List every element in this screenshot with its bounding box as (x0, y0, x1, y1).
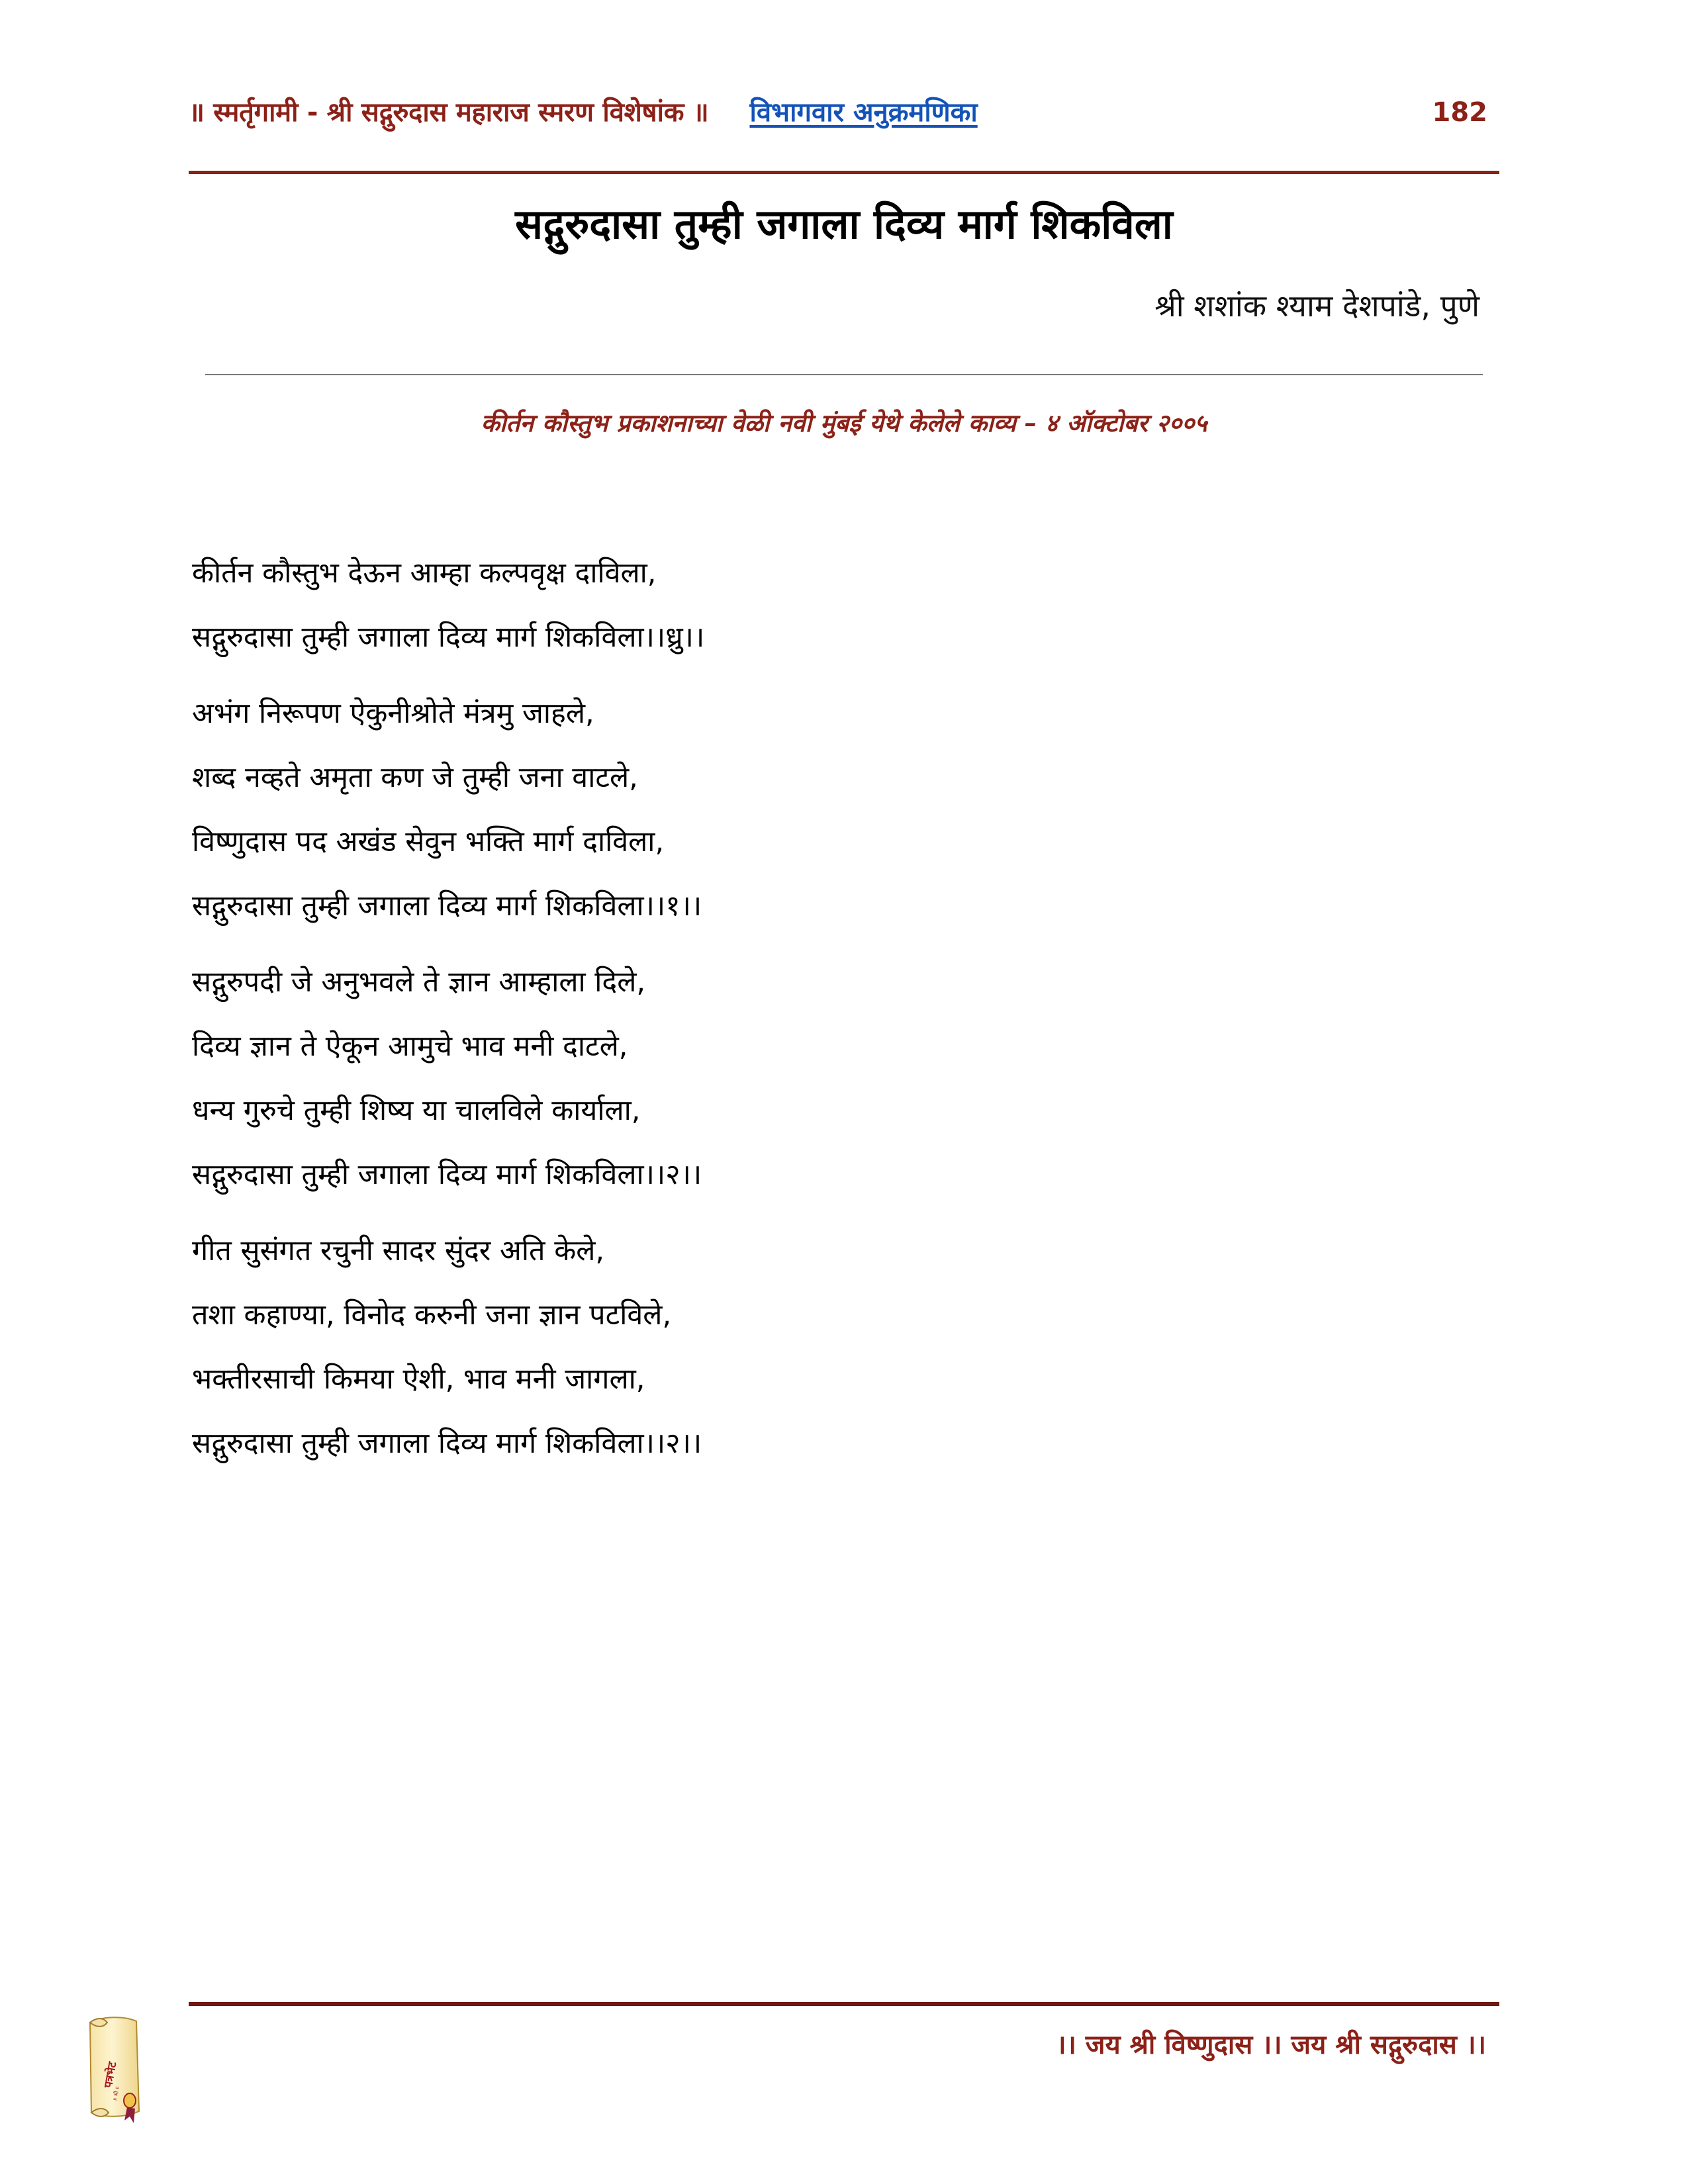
poem-line: धन्य गुरुचे तुम्ही शिष्य या चालविले कार्याला, (192, 1094, 641, 1127)
title-divider (205, 374, 1483, 375)
svg-text:॥ श्री ॥: ॥ श्री ॥ (112, 2085, 120, 2102)
poem-line-refrain: सद्गुरुदासा तुम्ही जगाला दिव्य मार्ग शिकविला।।ध्रु।। (192, 621, 705, 654)
poem-line-refrain: सद्गुरुदासा तुम्ही जगाला दिव्य मार्ग शिकविला।।२।। (192, 1158, 702, 1191)
composition-note: कीर्तन कौस्तुभ प्रकाशनाच्या वेळी नवी मुंबई येथे केलेले काव्य – ४ ऑक्टोबर २००५ (481, 409, 1207, 437)
svg-text:पत्रभेट: पत्रभेट (101, 2060, 120, 2089)
author-byline: श्री शशांक श्याम देशपांडे, पुणे (1154, 288, 1479, 324)
poem-line: अभंग निरूपण ऐकुनीश्रोते मंत्रमु जाहले, (192, 697, 594, 730)
header-index-link[interactable]: विभागवार अनुक्रमणिका (749, 97, 978, 128)
poem-line: शब्द नव्हते अमृता कण जे तुम्ही जना वाटले, (192, 761, 638, 794)
poem-line: गीत सुसंगत रचुनी सादर सुंदर अति केले, (192, 1234, 605, 1267)
poem-line-refrain: सद्गुरुदासा तुम्ही जगाला दिव्य मार्ग शिकविला।।१।। (192, 889, 702, 923)
stanza (192, 559, 1516, 652)
poem-line: सद्गुरुपदी जे अनुभवले ते ज्ञान आम्हाला दिले, (192, 966, 646, 999)
stanza (192, 968, 1516, 1189)
page-title: सद्गुरुदासा तुम्ही जगाला दिव्य मार्ग शिकविला (515, 200, 1173, 248)
stanza (192, 1234, 1516, 1460)
poem-line-refrain: सद्गुरुदासा तुम्ही जगाला दिव्य मार्ग शिकविला।।२।। (192, 1427, 702, 1460)
footer-divider (189, 2002, 1499, 2006)
poem-body (192, 559, 1516, 1506)
scroll-logo-icon[interactable] (81, 2012, 160, 2124)
poem-line: भक्तीरसाची किमया ऐशी, भाव मनी जागला, (192, 1363, 645, 1396)
page-header (189, 93, 1499, 129)
poem-line: दिव्य ज्ञान ते ऐकून आमुचे भाव मनी दाटले, (192, 1030, 628, 1063)
poem-line: विष्णुदास पद अखंड सेवुन भक्ति मार्ग दाविला, (192, 825, 665, 858)
stanza (192, 697, 1516, 923)
page-number: 182 (1432, 97, 1487, 128)
poem-line: तशा कहाण्या, विनोद करुनी जना ज्ञान पटविले, (192, 1298, 672, 1332)
header-divider (189, 171, 1499, 174)
footer-invocation: ।। जय श्री विष्णुदास ।। जय श्री सद्गुरुदास ।। (1056, 2030, 1486, 2060)
header-publication-title: ॥ स्मर्तृगामी - श्री सद्गुरुदास महाराज स्मरण विशेषांक ॥ (189, 97, 709, 128)
poem-line: कीर्तन कौस्तुभ देऊन आम्हा कल्पवृक्ष दाविला, (192, 557, 657, 590)
